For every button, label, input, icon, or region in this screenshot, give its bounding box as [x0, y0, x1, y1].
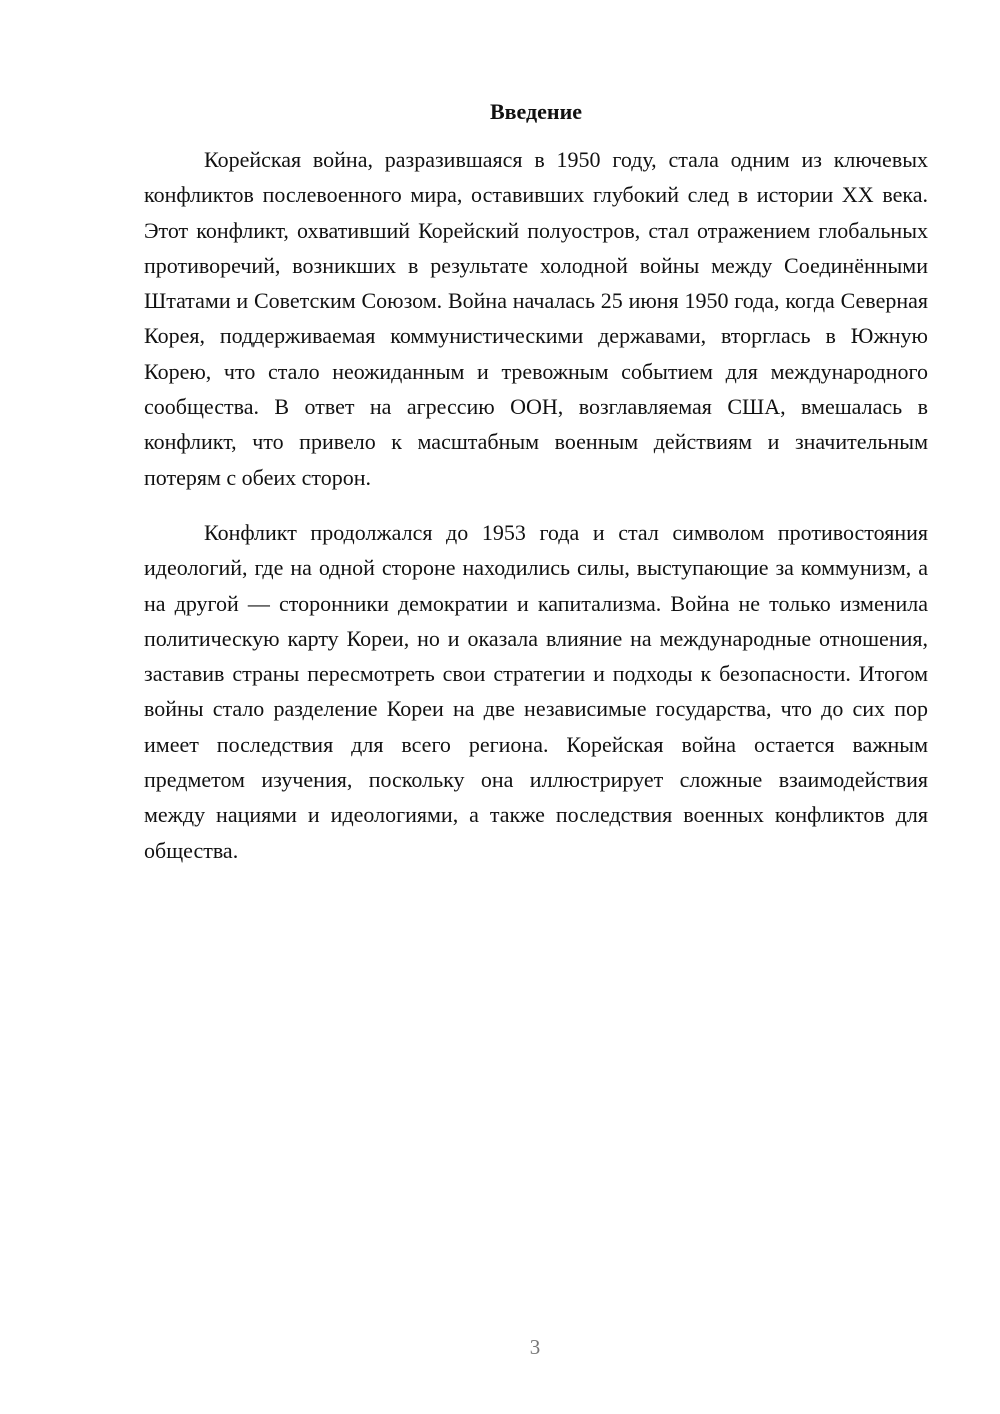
page-content: [144, 95, 928, 868]
page-number: 3: [529, 1335, 541, 1359]
paragraph-2: Конфликт продолжался до 1953 года и стал символом противостояния идеологий, где на одной стороне находились силы, выступающие за коммунизм, а на другой — сторонники демократии и капитализма. Война не только изменила политическую карту Кореи, но и оказала влияние на международные отношения, заставив страны пересмотреть свои стратегии и подходы к безопасности. Итогом войны стало разделение Кореи на две независимые государства, что до сих пор имеет последствия для всего региона. Корейская война остается важным предметом изучения, поскольку она иллюстрирует сложные взаимодействия между нациями и идеологиями, а также последствия военных конфликтов для общества.: [144, 519, 928, 863]
paragraph-1: Корейская война, разразившаяся в 1950 году, стала одним из ключевых конфликтов послевоенного мира, оставивших глубокий след в истории XX века. Этот конфликт, охвативший Корейский полуостров, стал отражением глобальных противоречий, возникших в результате холодной войны между Соединёнными Штатами и Советским Союзом. Война началась 25 июня 1950 года, когда Северная Корея, поддерживаемая коммунистическими державами, вторглась в Южную Корею, что стало неожиданным и тревожным событием для международного сообщества. В ответ на агрессию ООН, возглавляемая США, вмешалась в конфликт, что привело к масштабным военным действиям и значительным потерям с обеих сторон.: [144, 147, 928, 490]
section-title: Введение: [489, 99, 583, 124]
